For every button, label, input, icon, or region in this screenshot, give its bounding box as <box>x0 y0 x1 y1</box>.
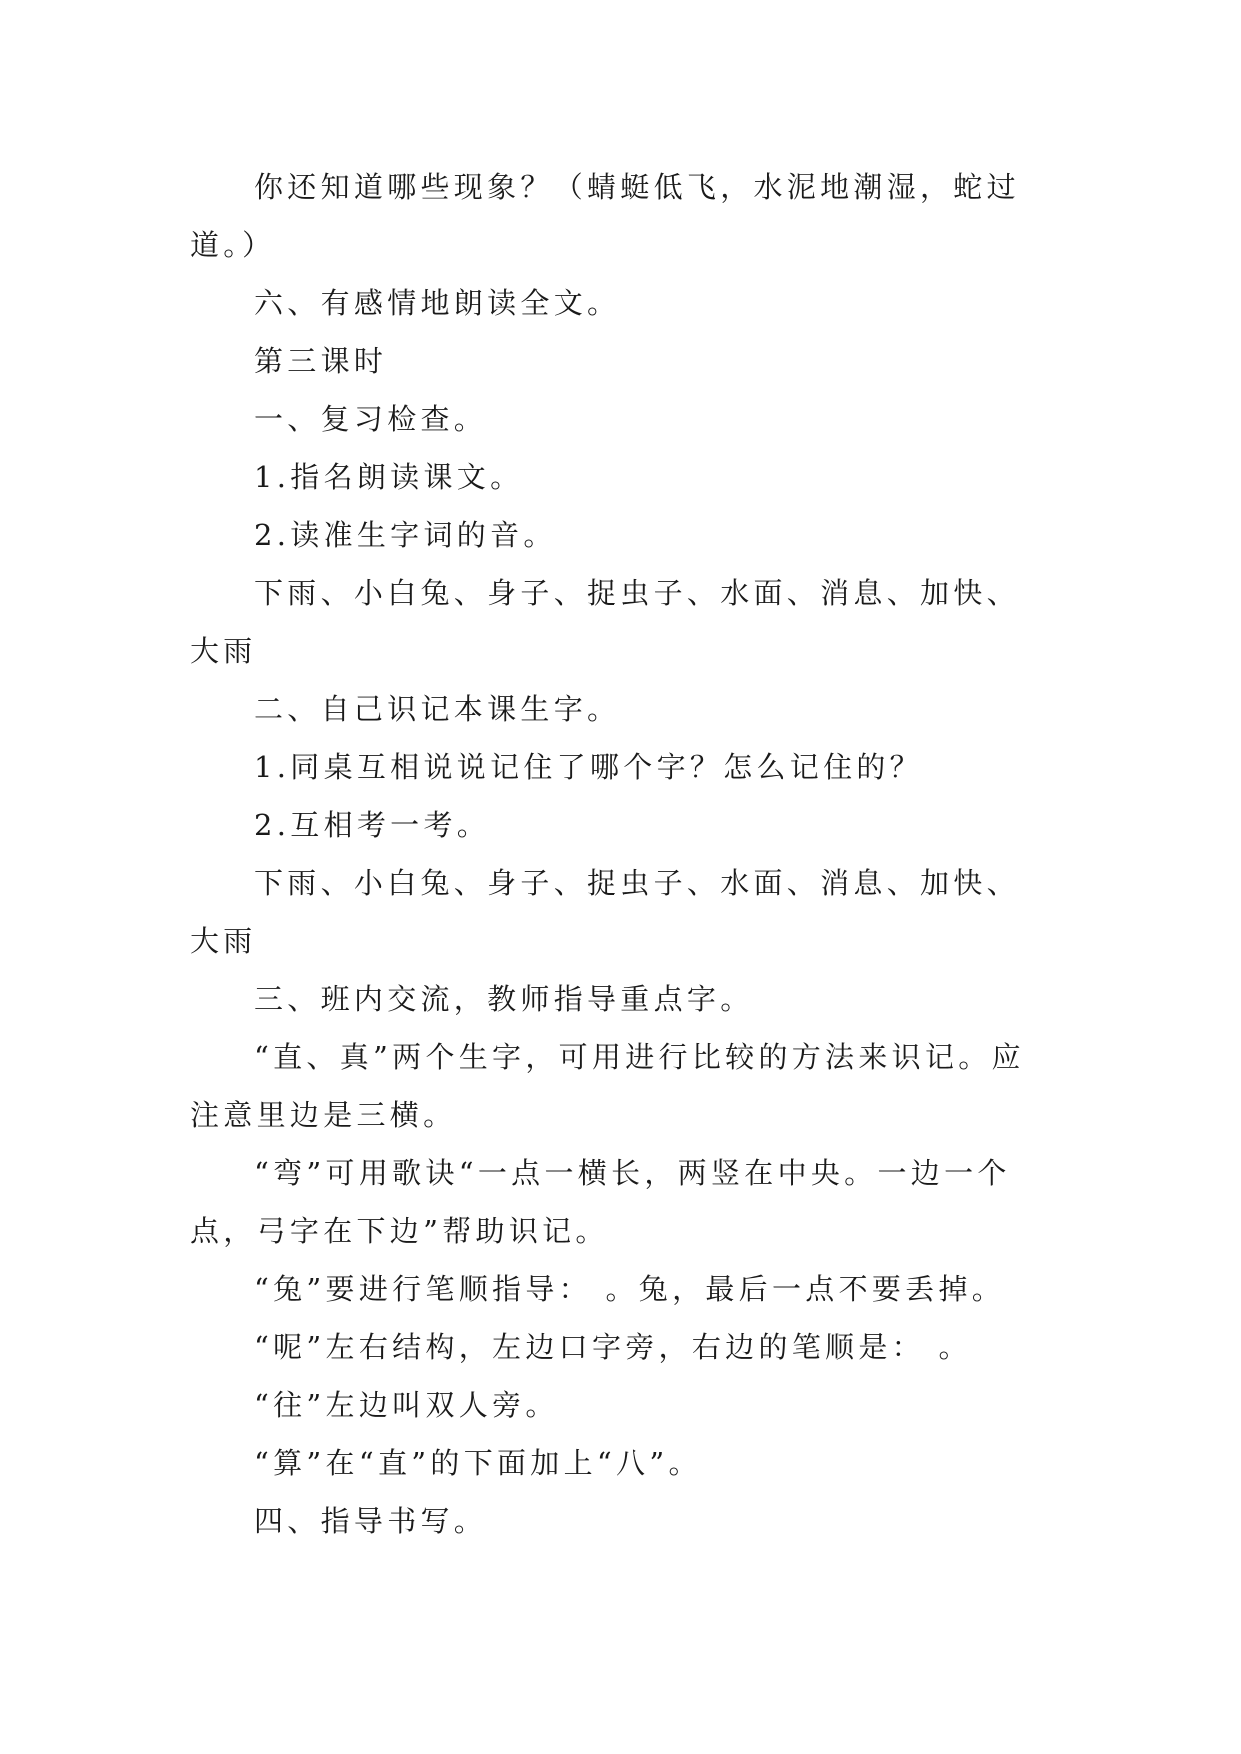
paragraph-phenomena-question: 你还知道哪些现象？（蜻蜓低飞，水泥地潮湿，蛇过道。） <box>190 170 1020 262</box>
paragraph-word-list-2: 下雨、小白兔、身子、捉虫子、水面、消息、加快、大雨 <box>190 866 1020 958</box>
paragraph-step-three-exchange: 三、班内交流，教师指导重点字。 <box>254 982 754 1016</box>
paragraph-character-suan: “算”在“直”的下面加上“八”。 <box>254 1446 702 1480</box>
paragraph-review-item-1: 1.指名朗读课文。 <box>254 460 524 494</box>
document-body <box>190 158 1050 1550</box>
paragraph-step-four-writing: 四、指导书写。 <box>254 1504 488 1538</box>
paragraph-step-two-self-study: 二、自己识记本课生字。 <box>254 692 621 726</box>
paragraph-self-study-item-2: 2.互相考一考。 <box>254 808 491 842</box>
paragraph-word-list-1: 下雨、小白兔、身子、捉虫子、水面、消息、加快、大雨 <box>190 576 1020 668</box>
paragraph-character-wang: “往”左边叫双人旁。 <box>254 1388 559 1422</box>
paragraph-self-study-item-1: 1.同桌互相说说记住了哪个字？怎么记住的？ <box>254 750 923 784</box>
paragraph-review-item-2: 2.读准生字词的音。 <box>254 518 557 552</box>
paragraph-lesson-three-heading: 第三课时 <box>254 344 388 378</box>
paragraph-step-six-read-aloud: 六、有感情地朗读全文。 <box>254 286 621 320</box>
paragraph-character-tu: “兔”要进行笔顺指导： 。兔，最后一点不要丢掉。 <box>254 1272 1006 1306</box>
paragraph-character-ne: “呢”左右结构，左边口字旁，右边的笔顺是： 。 <box>254 1330 972 1364</box>
paragraph-step-one-review: 一、复习检查。 <box>254 402 488 436</box>
paragraph-character-wan: “弯”可用歌诀“一点一横长，两竖在中央。一边一个点，弓字在下边”帮助识记。 <box>190 1156 1011 1248</box>
paragraph-character-zhi-zhen: “直、真”两个生字，可用进行比较的方法来识记。应注意里边是三横。 <box>190 1040 1025 1132</box>
